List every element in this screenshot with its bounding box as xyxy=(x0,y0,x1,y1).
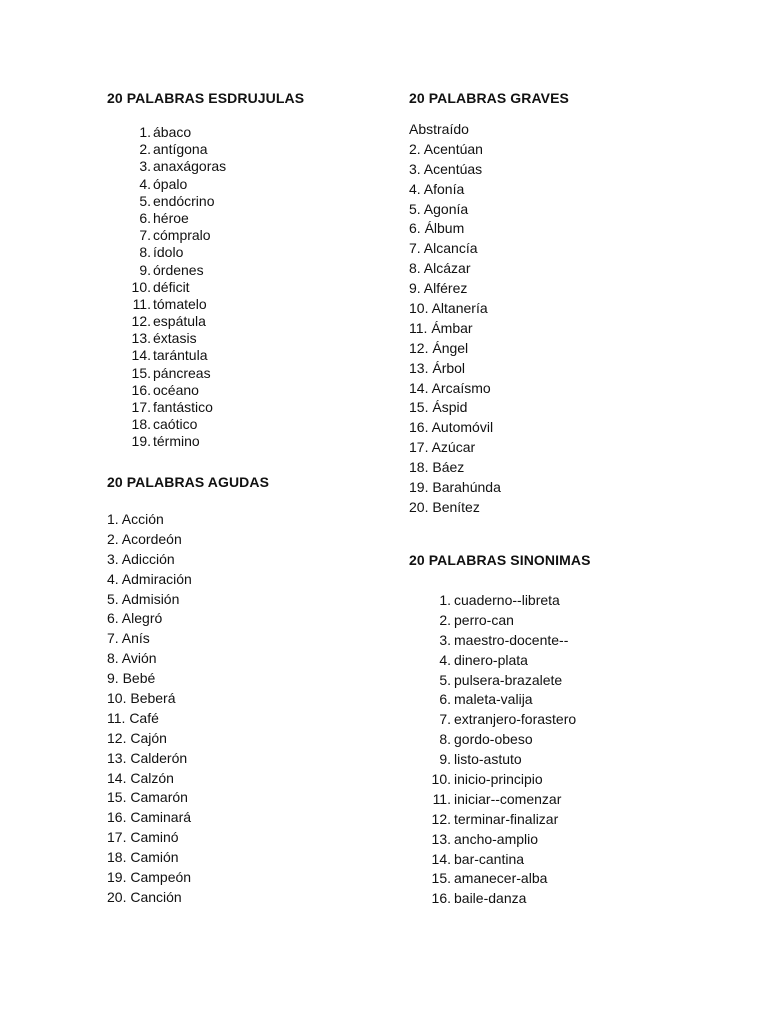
item-number: 8. xyxy=(139,244,151,261)
list-item xyxy=(107,176,304,193)
item-number: 4. xyxy=(439,651,451,668)
list-item: 10. Beberá xyxy=(107,690,176,707)
list-item xyxy=(409,790,591,810)
item-word: antígona xyxy=(153,141,208,158)
item-number: 17. xyxy=(131,399,151,415)
list-item: 11. Café xyxy=(107,709,159,726)
list-item xyxy=(107,227,304,244)
item-word: déficit xyxy=(153,278,190,295)
item-word: maleta-valija xyxy=(454,691,533,708)
item-word: terminar-finalizar xyxy=(454,810,559,827)
item-word: maestro-docente-- xyxy=(454,631,569,648)
list-item: 8. Avión xyxy=(107,650,157,667)
heading-sinonimas: 20 PALABRAS SINONIMAS xyxy=(409,552,591,568)
list-item xyxy=(107,124,304,141)
item-number: 16. xyxy=(131,381,151,398)
item-word: ópalo xyxy=(153,175,188,192)
list-item xyxy=(409,850,591,870)
list-item xyxy=(409,591,591,611)
list-item: 15. Camarón xyxy=(107,789,188,806)
section-agudas xyxy=(107,474,269,908)
item-number: 7. xyxy=(439,711,451,728)
item-number: 5. xyxy=(139,192,151,209)
heading-graves: 20 PALABRAS GRAVES xyxy=(409,90,569,106)
item-number: 12. xyxy=(431,810,451,827)
list-item: 2. Acordeón xyxy=(107,530,182,547)
list-item xyxy=(409,830,591,850)
item-number: 9. xyxy=(139,261,151,278)
item-word: caótico xyxy=(153,416,198,433)
list-item: 19. Campeón xyxy=(107,869,192,886)
list-item: 8. Alcázar xyxy=(409,260,471,277)
item-word: anaxágoras xyxy=(153,158,227,175)
list-item: 13. Calderón xyxy=(107,749,188,766)
item-word: bar-cantina xyxy=(454,850,525,867)
list-item: 17. Caminó xyxy=(107,829,179,846)
list-item xyxy=(409,631,591,651)
list-item xyxy=(107,330,304,347)
list-item xyxy=(409,710,591,730)
list-item xyxy=(107,399,304,416)
section-graves xyxy=(409,90,569,518)
item-word: páncreas xyxy=(153,364,211,381)
item-number: 19. xyxy=(131,433,151,450)
list-item: 4. Admiración xyxy=(107,570,192,587)
list-item: 18. Báez xyxy=(409,459,465,476)
item-word: extranjero-forastero xyxy=(454,711,577,728)
item-number: 10. xyxy=(431,771,451,788)
item-number: 16. xyxy=(431,890,451,907)
list-agudas xyxy=(107,510,269,908)
list-item xyxy=(107,347,304,364)
heading-agudas: 20 PALABRAS AGUDAS xyxy=(107,474,270,490)
item-word: inicio-principio xyxy=(454,771,543,788)
list-item: 5. Admisión xyxy=(107,590,180,607)
list-item: 10. Altanería xyxy=(409,300,488,317)
item-word: listo-astuto xyxy=(454,751,522,768)
list-item xyxy=(409,611,591,631)
list-item xyxy=(409,730,591,750)
item-word: fantástico xyxy=(153,399,213,415)
list-item: 14. Arcaísmo xyxy=(409,379,491,396)
item-number: 10. xyxy=(131,278,151,295)
list-item: Abstraído xyxy=(409,121,469,137)
list-item xyxy=(107,416,304,433)
list-item xyxy=(107,313,304,330)
item-number: 7. xyxy=(139,227,151,244)
item-number: 6. xyxy=(439,691,451,708)
item-word: espátula xyxy=(153,313,206,330)
list-item: 12. Cajón xyxy=(107,729,167,746)
list-item xyxy=(107,382,304,399)
list-item: 1. Acción xyxy=(107,511,164,527)
list-graves xyxy=(409,120,569,518)
item-word: ancho-amplio xyxy=(454,830,539,847)
item-word: baile-danza xyxy=(454,890,527,907)
section-esdrujulas xyxy=(107,90,304,451)
item-number: 18. xyxy=(131,416,151,433)
list-item xyxy=(107,433,304,450)
list-item: 3. Adicción xyxy=(107,550,175,567)
item-word: cuaderno--libreta xyxy=(454,592,560,608)
list-item xyxy=(107,141,304,158)
list-esdrujulas xyxy=(107,124,304,451)
item-word: éxtasis xyxy=(153,330,197,347)
list-item: 20. Benítez xyxy=(409,498,480,515)
list-item xyxy=(409,810,591,830)
list-item: 17. Azúcar xyxy=(409,439,476,456)
item-word: término xyxy=(153,433,200,450)
list-item: 11. Ámbar xyxy=(409,319,473,336)
item-number: 1. xyxy=(139,124,151,140)
list-item: 4. Afonía xyxy=(409,180,465,197)
item-word: ídolo xyxy=(153,244,184,261)
list-item xyxy=(107,279,304,296)
item-number: 11. xyxy=(432,790,451,807)
list-item: 9. Bebé xyxy=(107,670,156,687)
list-item xyxy=(107,158,304,175)
list-item xyxy=(409,889,591,909)
item-word: iniciar--comenzar xyxy=(454,790,562,807)
item-number: 3. xyxy=(439,631,451,648)
item-number: 8. xyxy=(439,731,451,748)
list-item: 9. Alférez xyxy=(409,280,468,297)
item-word: gordo-obeso xyxy=(454,731,533,748)
list-item: 19. Barahúnda xyxy=(409,479,501,496)
list-item: 2. Acentúan xyxy=(409,140,483,157)
item-number: 14. xyxy=(431,850,451,867)
item-number: 11. xyxy=(132,295,151,312)
item-word: órdenes xyxy=(153,261,204,278)
list-item: 6. Alegró xyxy=(107,610,163,627)
list-item: 5. Agonía xyxy=(409,200,469,217)
section-sinonimas xyxy=(409,552,591,909)
list-sinonimas xyxy=(409,591,591,909)
list-item: 14. Calzón xyxy=(107,769,174,786)
item-number: 15. xyxy=(131,364,151,381)
list-item xyxy=(409,651,591,671)
list-item xyxy=(107,262,304,279)
item-word: héroe xyxy=(153,209,189,226)
item-word: amanecer-alba xyxy=(454,870,548,887)
item-number: 4. xyxy=(139,175,151,192)
item-number: 14. xyxy=(131,347,151,364)
list-item xyxy=(107,365,304,382)
list-item xyxy=(107,210,304,227)
list-item xyxy=(107,244,304,261)
list-item xyxy=(409,690,591,710)
list-item xyxy=(107,193,304,210)
list-item: 3. Acentúas xyxy=(409,160,483,177)
item-word: dinero-plata xyxy=(454,651,528,668)
list-item: 13. Árbol xyxy=(409,359,466,376)
list-item xyxy=(409,869,591,889)
item-number: 2. xyxy=(139,141,151,158)
list-item: 20. Canción xyxy=(107,888,182,905)
item-number: 12. xyxy=(131,313,151,330)
item-word: tarántula xyxy=(153,347,208,364)
list-item xyxy=(409,770,591,790)
item-number: 2. xyxy=(439,611,451,628)
list-item: 16. Caminará xyxy=(107,809,192,826)
item-number: 6. xyxy=(139,209,151,226)
list-item: 12. Ángel xyxy=(409,339,469,356)
item-word: perro-can xyxy=(454,611,514,628)
item-word: ábaco xyxy=(153,124,192,140)
item-number: 13. xyxy=(131,330,151,347)
item-number: 13. xyxy=(431,830,451,847)
list-item xyxy=(409,671,591,691)
list-item: 16. Automóvil xyxy=(409,419,494,436)
heading-esdrujulas: 20 PALABRAS ESDRUJULAS xyxy=(107,90,305,106)
list-item: 7. Alcancía xyxy=(409,240,478,257)
list-item: 6. Álbum xyxy=(409,220,465,237)
item-word: tómatelo xyxy=(153,295,207,312)
item-number: 15. xyxy=(431,870,451,887)
list-item: 15. Áspid xyxy=(409,399,468,416)
list-item: 18. Camión xyxy=(107,849,179,866)
item-number: 5. xyxy=(439,671,451,688)
item-number: 1. xyxy=(439,592,451,608)
item-word: océano xyxy=(153,381,199,398)
item-number: 9. xyxy=(439,751,451,768)
list-item xyxy=(107,296,304,313)
item-word: endócrino xyxy=(153,192,215,209)
item-number: 3. xyxy=(139,158,151,175)
list-item: 7. Anís xyxy=(107,630,150,647)
list-item xyxy=(409,750,591,770)
item-word: cómpralo xyxy=(153,227,211,244)
item-word: pulsera-brazalete xyxy=(454,671,563,688)
